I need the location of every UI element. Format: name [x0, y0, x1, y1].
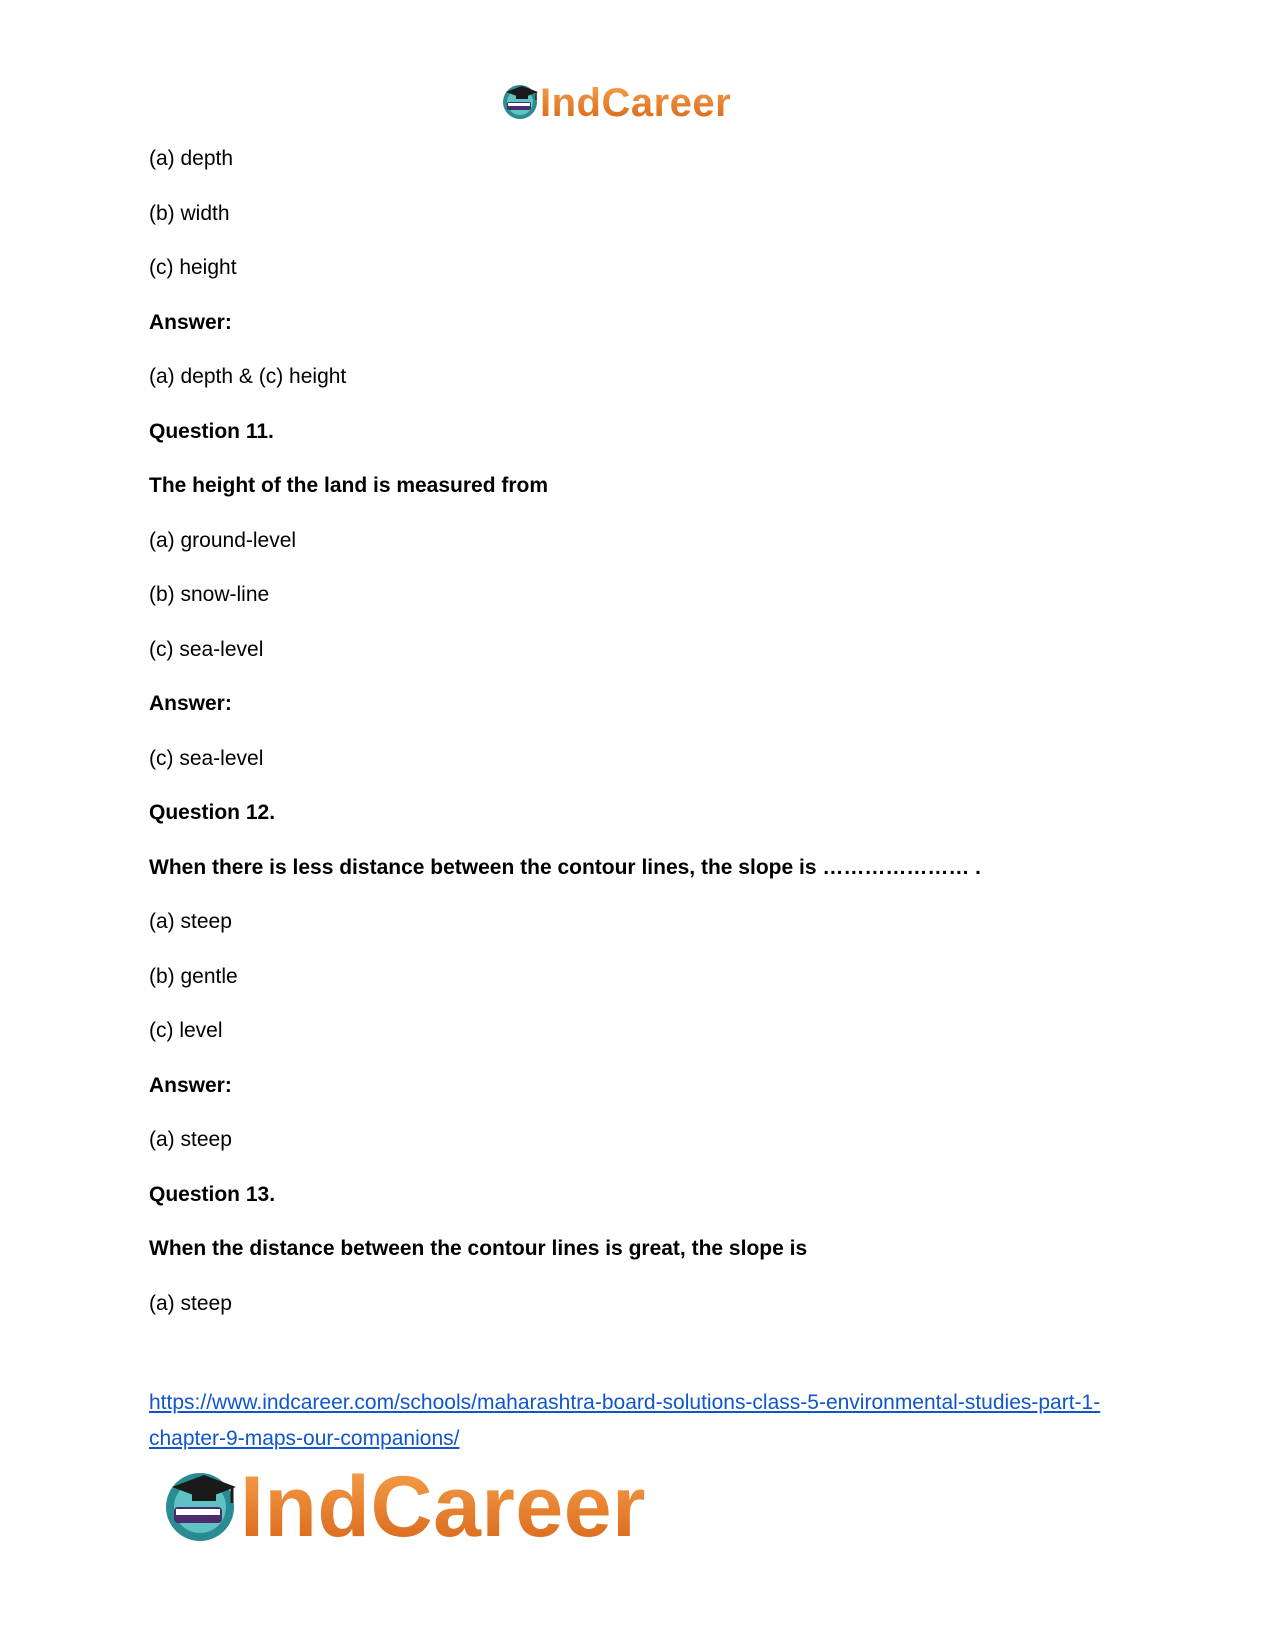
- graduation-globe-icon: [500, 80, 542, 127]
- option-line: (a) steep: [149, 1128, 232, 1151]
- source-link[interactable]: https://www.indcareer.com/schools/maharashtra-board-solutions-class-5-environmental-studies-part-1-chapter-9-maps-our-companions/: [149, 1391, 1101, 1450]
- question-text: The height of the land is measured from: [149, 474, 549, 497]
- footer-logo: [160, 1459, 646, 1555]
- answer-label: Answer:: [149, 692, 232, 715]
- question-number: Question 11.: [149, 419, 274, 443]
- graduation-globe-icon: [160, 1463, 244, 1552]
- option-line: (c) level: [149, 1019, 223, 1042]
- option-line: (b) width: [149, 201, 230, 225]
- document-body: [149, 146, 1129, 1345]
- brand-name: IndCareer: [540, 81, 732, 125]
- brand-name: IndCareer: [240, 1459, 646, 1555]
- option-line: (a) ground-level: [149, 528, 297, 552]
- option-line: (c) sea-level: [149, 637, 264, 661]
- option-line: (a) depth: [149, 147, 234, 170]
- option-line: (b) gentle: [149, 964, 238, 988]
- header-logo: [500, 78, 731, 128]
- option-line: (a) steep: [149, 910, 232, 933]
- question-text: When the distance between the contour lines is great, the slope is: [149, 1237, 808, 1260]
- question-text: When there is less distance between the contour lines, the slope is ………………… .: [149, 855, 982, 879]
- question-number: Question 12.: [149, 801, 276, 824]
- option-line: (b) snow-line: [149, 583, 270, 606]
- answer-label: Answer:: [149, 310, 232, 334]
- option-line: (c) height: [149, 256, 237, 279]
- option-line: (a) depth & (c) height: [149, 365, 347, 388]
- answer-label: Answer:: [149, 1073, 232, 1097]
- question-number: Question 13.: [149, 1182, 276, 1206]
- option-line: (c) sea-level: [149, 746, 264, 770]
- option-line: (a) steep: [149, 1291, 232, 1315]
